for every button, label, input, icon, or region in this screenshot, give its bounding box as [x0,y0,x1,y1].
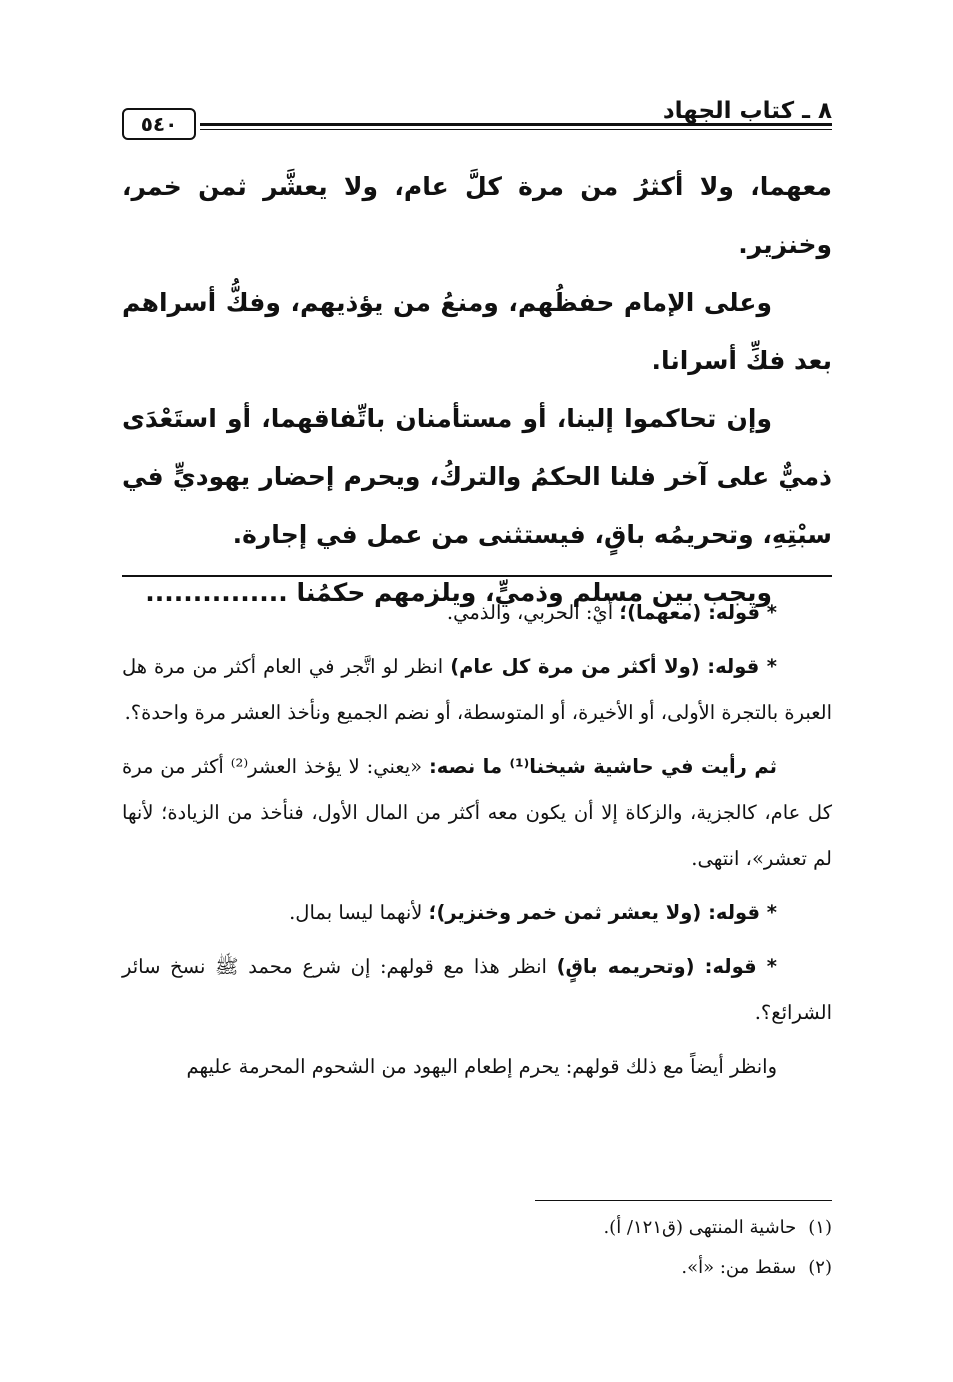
commentary-4-label: * قوله: (ولا يعشر ثمن خمر وخنزير)؛ [428,901,777,924]
commentary-4-text: لأنهما ليسا بمال. [289,901,429,924]
commentary-4 [122,890,832,936]
footnote-2 [122,1248,832,1288]
main-paragraph-1: معهما، ولا أكثرُ من مرة كلَّ عام، ولا يعشَّر ثمن خمر، وخنزير. [122,172,832,259]
page-number-box: ٥٤٠ [122,108,196,140]
footnote-2-text: سقط من: «أ». [681,1257,797,1278]
main-text [122,158,832,622]
footnote-2-number: (٢) [808,1257,832,1278]
text-divider [122,575,832,577]
commentary-3-label: ثم رأيت في حاشية شيخنا⁽¹⁾ ما نصه: [428,755,777,778]
continuation-dots: ............... [145,578,288,607]
page-header [122,96,832,144]
commentary-6: وانظر أيضاً مع ذلك قولهم: يحرم إطعام اليهود من الشحوم المحرمة عليهم [186,1055,777,1078]
commentary-1-label: * قوله: (معهما)؛ [619,601,777,624]
main-paragraph-3: وإن تحاكموا إلينا، أو مستأمنان باتِّفاقهما، أو استَعْدَى ذميٌّ على آخر فلنا الحكمُ والتركُ، ويحرم إحضار يهوديٍّ في سبْتِهِ، وتحريمُه باقٍ، فيستثنى من عمل في إجارة. [122,404,832,549]
commentary-2-label: * قوله: (ولا أكثر من مرة كل عام) [450,655,777,678]
footnote-1-text: حاشية المنتهى (ق١٢١/ أ). [603,1217,797,1238]
running-title: ٨ ـ كتاب الجهاد [662,98,832,124]
commentary-2-text: انظر لو اتَّجر في العام أكثر من مرة هل العبرة بالتجرة الأولى، أو الأخيرة، أو المتوسطة، أو نضم الجميع ونأخذ العشر مرة واحدة؟. [122,655,832,724]
commentary [122,590,832,1090]
footnotes [122,1208,832,1288]
footnote-1-number: (١) [808,1217,832,1238]
commentary-3 [122,744,832,882]
commentary-1 [122,590,832,636]
main-paragraph-4-text: ويجب بين مسلم وذميٍّ، ويلزمهم حكمُنا [296,578,772,607]
footnote-1 [122,1208,832,1248]
commentary-3-text: «يعني: لا يؤخذ العشر⁽²⁾ أكثر من مرة كل عام، كالجزية، والزكاة إلا أن يكون معه أكثر من المال الأول، فنأخذ من الزيادة؛ لأنها لم تعشر»، انتهى. [122,755,832,870]
commentary-5-label: * قوله: (وتحريمه باقٍ) [556,955,777,978]
commentary-5 [122,944,832,1036]
footnote-divider [535,1200,832,1201]
commentary-5-text: انظر هذا مع قولهم: إن شرع محمد ﷺ نسخ سائر الشرائع؟. [122,955,832,1024]
commentary-1-text: أيْ: الحربي، والذمي. [446,601,620,624]
main-paragraph-2: وعلى الإمام حفظُهم، ومنعُ من يؤذيهم، وفكُّ أسراهم بعد فكِّ أسرانا. [122,288,832,375]
commentary-2 [122,644,832,736]
